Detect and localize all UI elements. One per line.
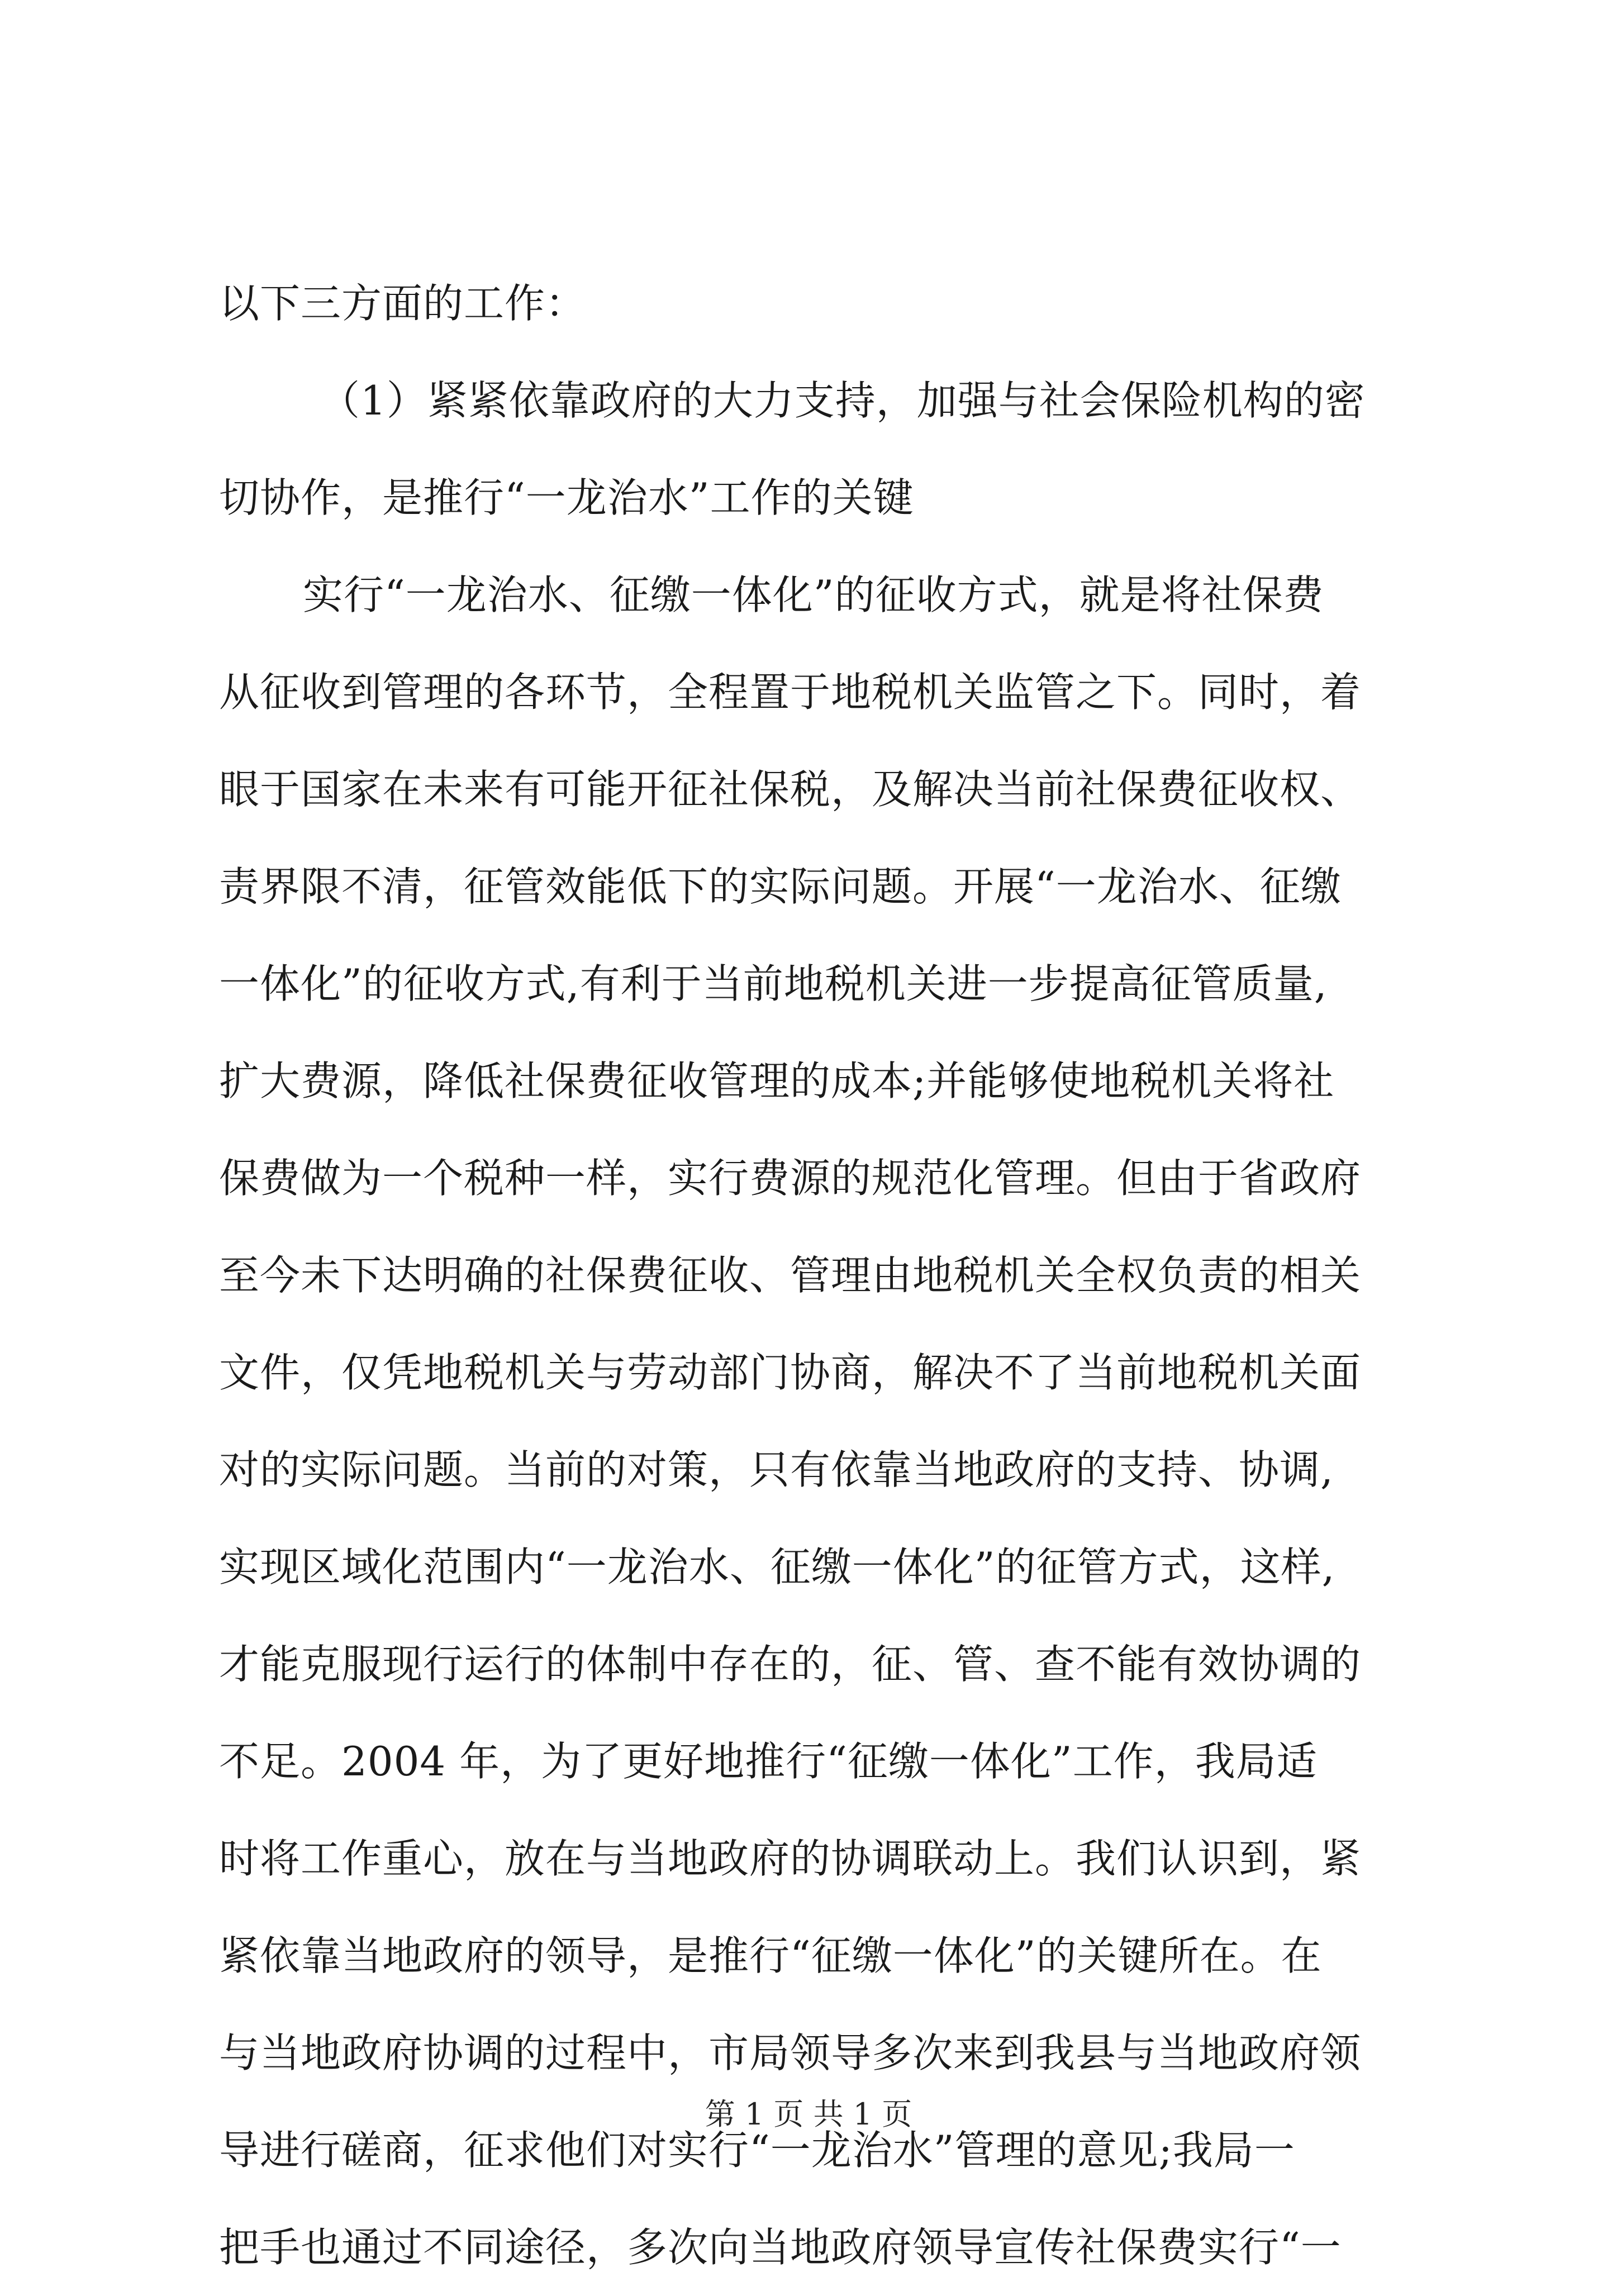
text-line: 紧依靠当地政府的领导，是推行“征缴一体化”的关键所在。在 [219,1932,1322,1979]
text-line: 一体化”的征收方式,有利于当前地税机关进一步提高征管质量, [219,960,1328,1007]
page-footer: 第 1 页 共 1 页 [705,2097,912,2132]
text-line: 不足。2004 年，为了更好地推行“征缴一体化”工作，我局适 [219,1738,1318,1785]
text-line: 把手也通过不同途径，多次向当地政府领导宣传社保费实行“一 [219,2224,1342,2271]
text-line: 从征收到管理的各环节，全程置于地税机关监管之下。同时，着 [219,669,1362,716]
text-line: 与当地政府协调的过程中，市局领导多次来到我县与当地政府领 [219,2030,1362,2076]
text-line: 文件，仅凭地税机关与劳动部门协商，解决不了当前地税机关面 [219,1349,1362,1396]
text-line: （1）紧紧依靠政府的大力支持，加强与社会保险机构的密 [320,377,1366,424]
text-line: 才能克服现行运行的体制中存在的，征、管、查不能有效协调的 [219,1641,1362,1688]
text-line: 扩大费源，降低社保费征收管理的成本;并能够使地税机关将社 [219,1058,1335,1104]
document-body [219,255,1443,2296]
text-line: 保费做为一个税种一样，实行费源的规范化管理。但由于省政府 [219,1155,1362,1202]
text-line: 对的实际问题。当前的对策，只有依靠当地政府的支持、协调, [219,1446,1334,1493]
text-line: 至今未下达明确的社保费征收、管理由地税机关全权负责的相关 [219,1252,1362,1299]
text-line: 以下三方面的工作： [219,280,587,327]
text-line: 时将工作重心，放在与当地政府的协调联动上。我们认识到，紧 [219,1835,1362,1882]
text-line: 导进行磋商，征求他们对实行“一龙治水”管理的意见;我局一 [219,2127,1295,2174]
text-line: 实现区域化范围内“一龙治水、征缴一体化”的征管方式，这样, [219,1544,1335,1590]
text-line: 切协作，是推行“一龙治水”工作的关键 [219,474,914,521]
text-line: 责界限不清，征管效能低下的实际问题。开展“一龙治水、征缴 [219,863,1342,910]
text-line: 实行“一龙治水、征缴一体化”的征收方式，就是将社保费 [303,571,1324,618]
text-line: 眼于国家在未来有可能开征社保税，及解决当前社保费征收权、 [219,766,1362,813]
